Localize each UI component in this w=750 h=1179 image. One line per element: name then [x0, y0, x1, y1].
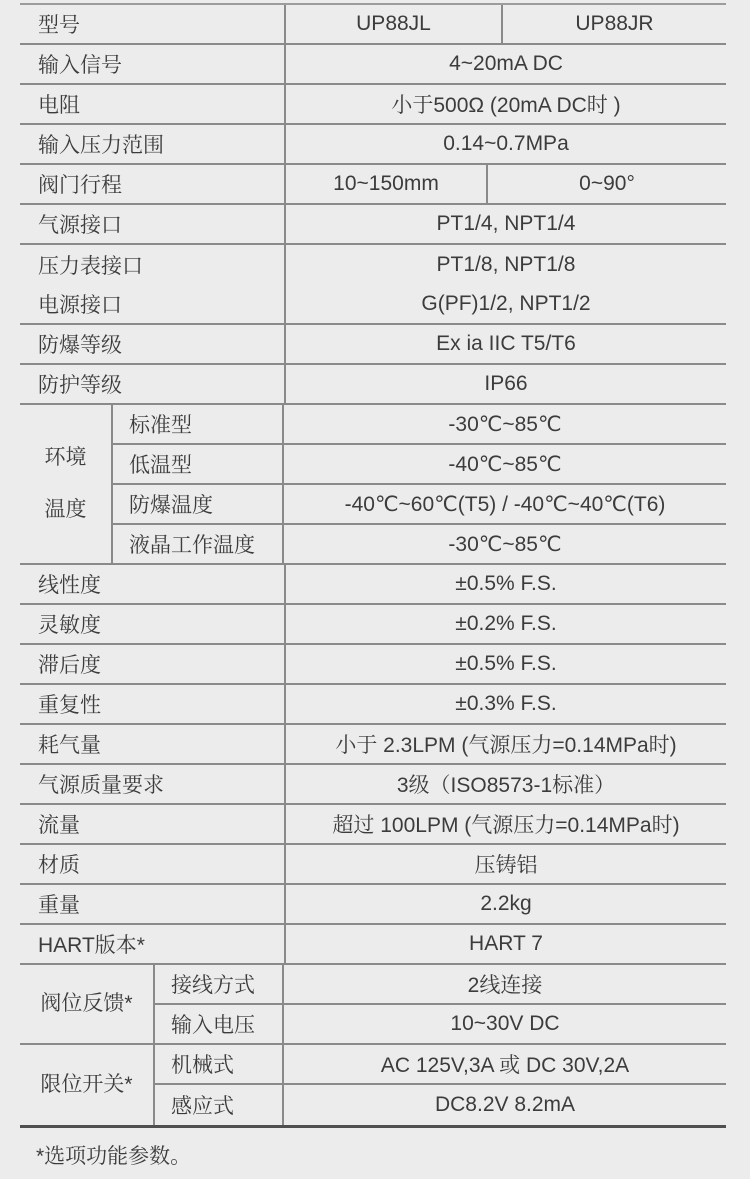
row-label: 线性度 — [20, 565, 286, 603]
row-linearity — [20, 565, 726, 605]
row-value: ±0.2% F.S. — [455, 612, 557, 635]
row-label: 气源质量要求 — [20, 765, 286, 803]
row-label: 压力表接口 — [20, 245, 286, 285]
subrow-inductive — [155, 1085, 726, 1125]
subrow-label: 低温型 — [113, 445, 284, 483]
row-flow — [20, 805, 726, 845]
row-label: 灵敏度 — [20, 605, 286, 643]
row-value: PT1/4, NPT1/4 — [436, 212, 576, 235]
row-label: 重量 — [20, 885, 286, 923]
group-label: 限位开关* — [20, 1045, 155, 1125]
row-value: ±0.3% F.S. — [455, 692, 557, 715]
row-label: HART版本* — [20, 925, 286, 963]
travel-left-value: 10~150mm — [286, 165, 488, 203]
row-valve-travel — [20, 165, 726, 205]
subrow-value: -40℃~60℃(T5) / -40℃~40℃(T6) — [344, 492, 666, 516]
row-value: 小于500Ω (20mA DC时 ) — [391, 94, 621, 117]
row-value: ±0.5% F.S. — [455, 652, 557, 675]
row-label: 电阻 — [20, 85, 286, 123]
subrow-lcd-temp — [113, 525, 726, 563]
footnote: *选项功能参数。 — [36, 1145, 192, 1168]
row-value: Ex ia IIC T5/T6 — [436, 332, 576, 355]
row-label: 防护等级 — [20, 365, 286, 403]
row-air-port — [20, 205, 726, 245]
subrow-wiring — [155, 965, 726, 1005]
subrow-label: 机械式 — [155, 1045, 284, 1083]
row-power-port — [20, 285, 726, 325]
subrow-input-voltage — [155, 1005, 726, 1043]
subrow-label: 液晶工作温度 — [113, 525, 284, 563]
row-resistance — [20, 85, 726, 125]
row-hart-version — [20, 925, 726, 965]
row-label: 重复性 — [20, 685, 286, 723]
group-label-line1: 环境 — [44, 446, 87, 469]
row-value: 4~20mA DC — [449, 52, 563, 75]
row-repeatability — [20, 685, 726, 725]
row-value: 小于 2.3LPM (气源压力=0.14MPa时) — [335, 734, 677, 757]
row-value: 超过 100LPM (气源压力=0.14MPa时) — [332, 814, 680, 837]
subrow-value: 2线连接 — [467, 974, 543, 997]
subrow-label: 防爆温度 — [113, 485, 284, 523]
row-label: 电源接口 — [20, 285, 286, 323]
row-ex-rating — [20, 325, 726, 365]
subrow-label: 感应式 — [155, 1085, 284, 1125]
subrow-value: DC8.2V 8.2mA — [434, 1093, 576, 1116]
row-sensitivity — [20, 605, 726, 645]
subrow-value: AC 125V,3A 或 DC 30V,2A — [380, 1054, 630, 1077]
row-label: 防爆等级 — [20, 325, 286, 363]
subrow-value: -40℃~85℃ — [448, 452, 562, 476]
row-weight — [20, 885, 726, 925]
subrow-value: -30℃~85℃ — [448, 532, 562, 556]
row-hysteresis — [20, 645, 726, 685]
row-value: IP66 — [484, 372, 528, 395]
row-value: 2.2kg — [480, 892, 532, 915]
row-label: 气源接口 — [20, 205, 286, 243]
row-label: 型号 — [20, 5, 286, 43]
group-valve-feedback — [20, 965, 726, 1045]
row-label: 输入信号 — [20, 45, 286, 83]
group-ambient-temp — [20, 405, 726, 565]
row-gauge-port — [20, 245, 726, 285]
subrow-label: 输入电压 — [155, 1005, 284, 1043]
row-air-consumption — [20, 725, 726, 765]
row-label: 阀门行程 — [20, 165, 286, 203]
row-model — [20, 5, 726, 45]
row-value: 压铸铝 — [474, 854, 538, 877]
subrow-value: 10~30V DC — [450, 1012, 560, 1035]
group-label-line2: 温度 — [44, 498, 87, 521]
row-input-pressure — [20, 125, 726, 165]
subrow-label: 接线方式 — [155, 965, 284, 1003]
row-air-quality — [20, 765, 726, 805]
subrow-ex-temp — [113, 485, 726, 525]
row-material — [20, 845, 726, 885]
subrow-standard-temp — [113, 405, 726, 445]
subrow-value: -30℃~85℃ — [448, 412, 562, 436]
row-label: 滞后度 — [20, 645, 286, 683]
row-label: 材质 — [20, 845, 286, 883]
group-label: 阀位反馈* — [20, 965, 155, 1043]
model-left-value: UP88JL — [286, 5, 503, 43]
group-label — [20, 405, 113, 563]
row-ip-rating — [20, 365, 726, 405]
travel-right-value: 0~90° — [579, 172, 635, 195]
row-value: PT1/8, NPT1/8 — [436, 253, 576, 276]
subrow-mechanical — [155, 1045, 726, 1085]
row-value: 3级（ISO8573-1标准） — [396, 774, 616, 797]
subrow-lowtemp — [113, 445, 726, 485]
spec-table — [20, 3, 726, 1128]
row-value: G(PF)1/2, NPT1/2 — [421, 292, 591, 315]
row-input-signal — [20, 45, 726, 85]
group-limit-switch — [20, 1045, 726, 1125]
row-label: 输入压力范围 — [20, 125, 286, 163]
row-value: ±0.5% F.S. — [455, 572, 557, 595]
model-right-value: UP88JR — [575, 12, 654, 35]
row-label: 耗气量 — [20, 725, 286, 763]
row-value: 0.14~0.7MPa — [443, 132, 569, 155]
subrow-label: 标准型 — [113, 405, 284, 443]
row-label: 流量 — [20, 805, 286, 843]
row-value: HART 7 — [469, 932, 543, 955]
